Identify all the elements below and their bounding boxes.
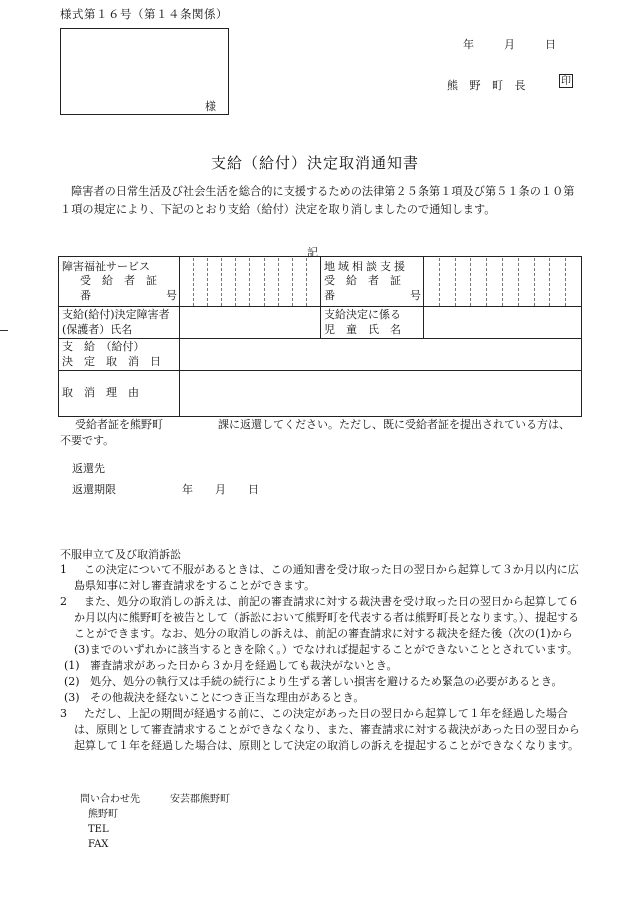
return-destination: 返還先 [72, 462, 105, 475]
ki-marker: 記 [307, 246, 318, 259]
appeal-subitem-3: (3) その他裁決を経ないことにつき正当な理由があるとき。 [64, 691, 365, 704]
issuer-name: 熊 野 町 長 [447, 79, 530, 92]
date-day: 日 [545, 38, 556, 51]
date-year: 年 [463, 38, 474, 51]
appeal-item-3: 3 ただし、上記の期間が経過する前に、この決定があった日の翌日から起算して１年を経過した場合は、原則として審査請求することができなくなり、また、審査請求に対する裁決があった日の翌日から起算して１年を経過した場合は、原則として決定の取消しの訴えを提起することができなくなります。 [60, 707, 580, 752]
document-title: 支給（給付）決定取消通知書 [210, 154, 419, 172]
contact-org: 熊野町 [88, 809, 118, 820]
contact-info [80, 792, 230, 852]
notice-table [58, 256, 582, 417]
appeal-item-1: 1 この決定について不服があるときは、この通知書を受け取った日の翌日から起算して３か月以内に広島県知事に対し審査請求をすることができます。 [60, 563, 579, 592]
consult-number-cell[interactable] [424, 257, 582, 307]
cancel-date-label: 支 給 （給付） 決 定 取 消 日 [59, 339, 180, 371]
recipient-name-label: 支給(給付)決定障害者 (保護者）氏名 [59, 307, 180, 339]
intro-paragraph: 障害者の日常生活及び社会生活を総合的に支援するための法律第２５条第１項及び第５１条の１０第１項の規定により、下記のとおり支給（給付）決定を取り消しましたので通知します。 [60, 185, 575, 216]
form-number: 様式第１６号（第１４条関係） [60, 7, 228, 21]
appeal-subitem-1: (1) 審査請求があった日から３か月を経過しても裁決がないとき。 [64, 659, 398, 672]
cancel-reason-label: 取 消 理 由 [59, 371, 180, 417]
contact-tel: TEL [88, 824, 109, 835]
appeal-item-2: 2 また、処分の取消しの訴えは、前記の審査請求に対する裁決書を受け取った日の翌日から起算して６か月以内に熊野町を被告として（訴訟において熊野町を代表する者は熊野町長となります。）、提起することができます。なお、処分の取消しの訴えは、前記の審査請求に対する裁決を経た後（次の(1)から(3)までのいずれかに該当するときを除く。）でなければ提起することができないこととされています。 [60, 595, 580, 656]
appeal-subitem-2: (2) 処分、処分の執行又は手続の続行により生ずる著しい損害を避けるため緊急の必要があるとき。 [64, 675, 563, 688]
recipient-name-cell[interactable] [180, 307, 321, 339]
cert-number-label: 障害福祉サービス 受 給 者 証 番 号 [59, 257, 180, 307]
consult-number-label: 地域相談支援 受 給 者 証 番 号 [321, 257, 424, 307]
child-name-label: 支給決定に係る 児 童 氏 名 [321, 307, 424, 339]
cancel-reason-cell[interactable] [180, 371, 582, 417]
return-deadline: 返還期限 年 月 日 [72, 483, 259, 496]
seal-mark: 印 [561, 76, 571, 87]
return-note: 受給者証を熊野町 課に返還してください。ただし、既に受給者証を提出されている方は、不要です。 [60, 418, 570, 447]
appeal-section-title: 不服申立て及び取消訴訟 [60, 548, 181, 561]
recipient-address-box [60, 28, 229, 115]
issue-date [463, 36, 556, 52]
cert-number-cell[interactable] [180, 257, 321, 307]
appeal-section [60, 562, 580, 754]
margin-mark [0, 330, 8, 331]
cancel-date-cell[interactable] [180, 339, 582, 371]
contact-address: 安芸郡熊野町 [170, 794, 230, 805]
recipient-suffix: 様 [205, 100, 216, 113]
contact-label: 問い合わせ先 [80, 794, 140, 805]
child-name-cell[interactable] [424, 307, 582, 339]
contact-fax: FAX [88, 839, 109, 850]
date-month: 月 [504, 38, 515, 51]
